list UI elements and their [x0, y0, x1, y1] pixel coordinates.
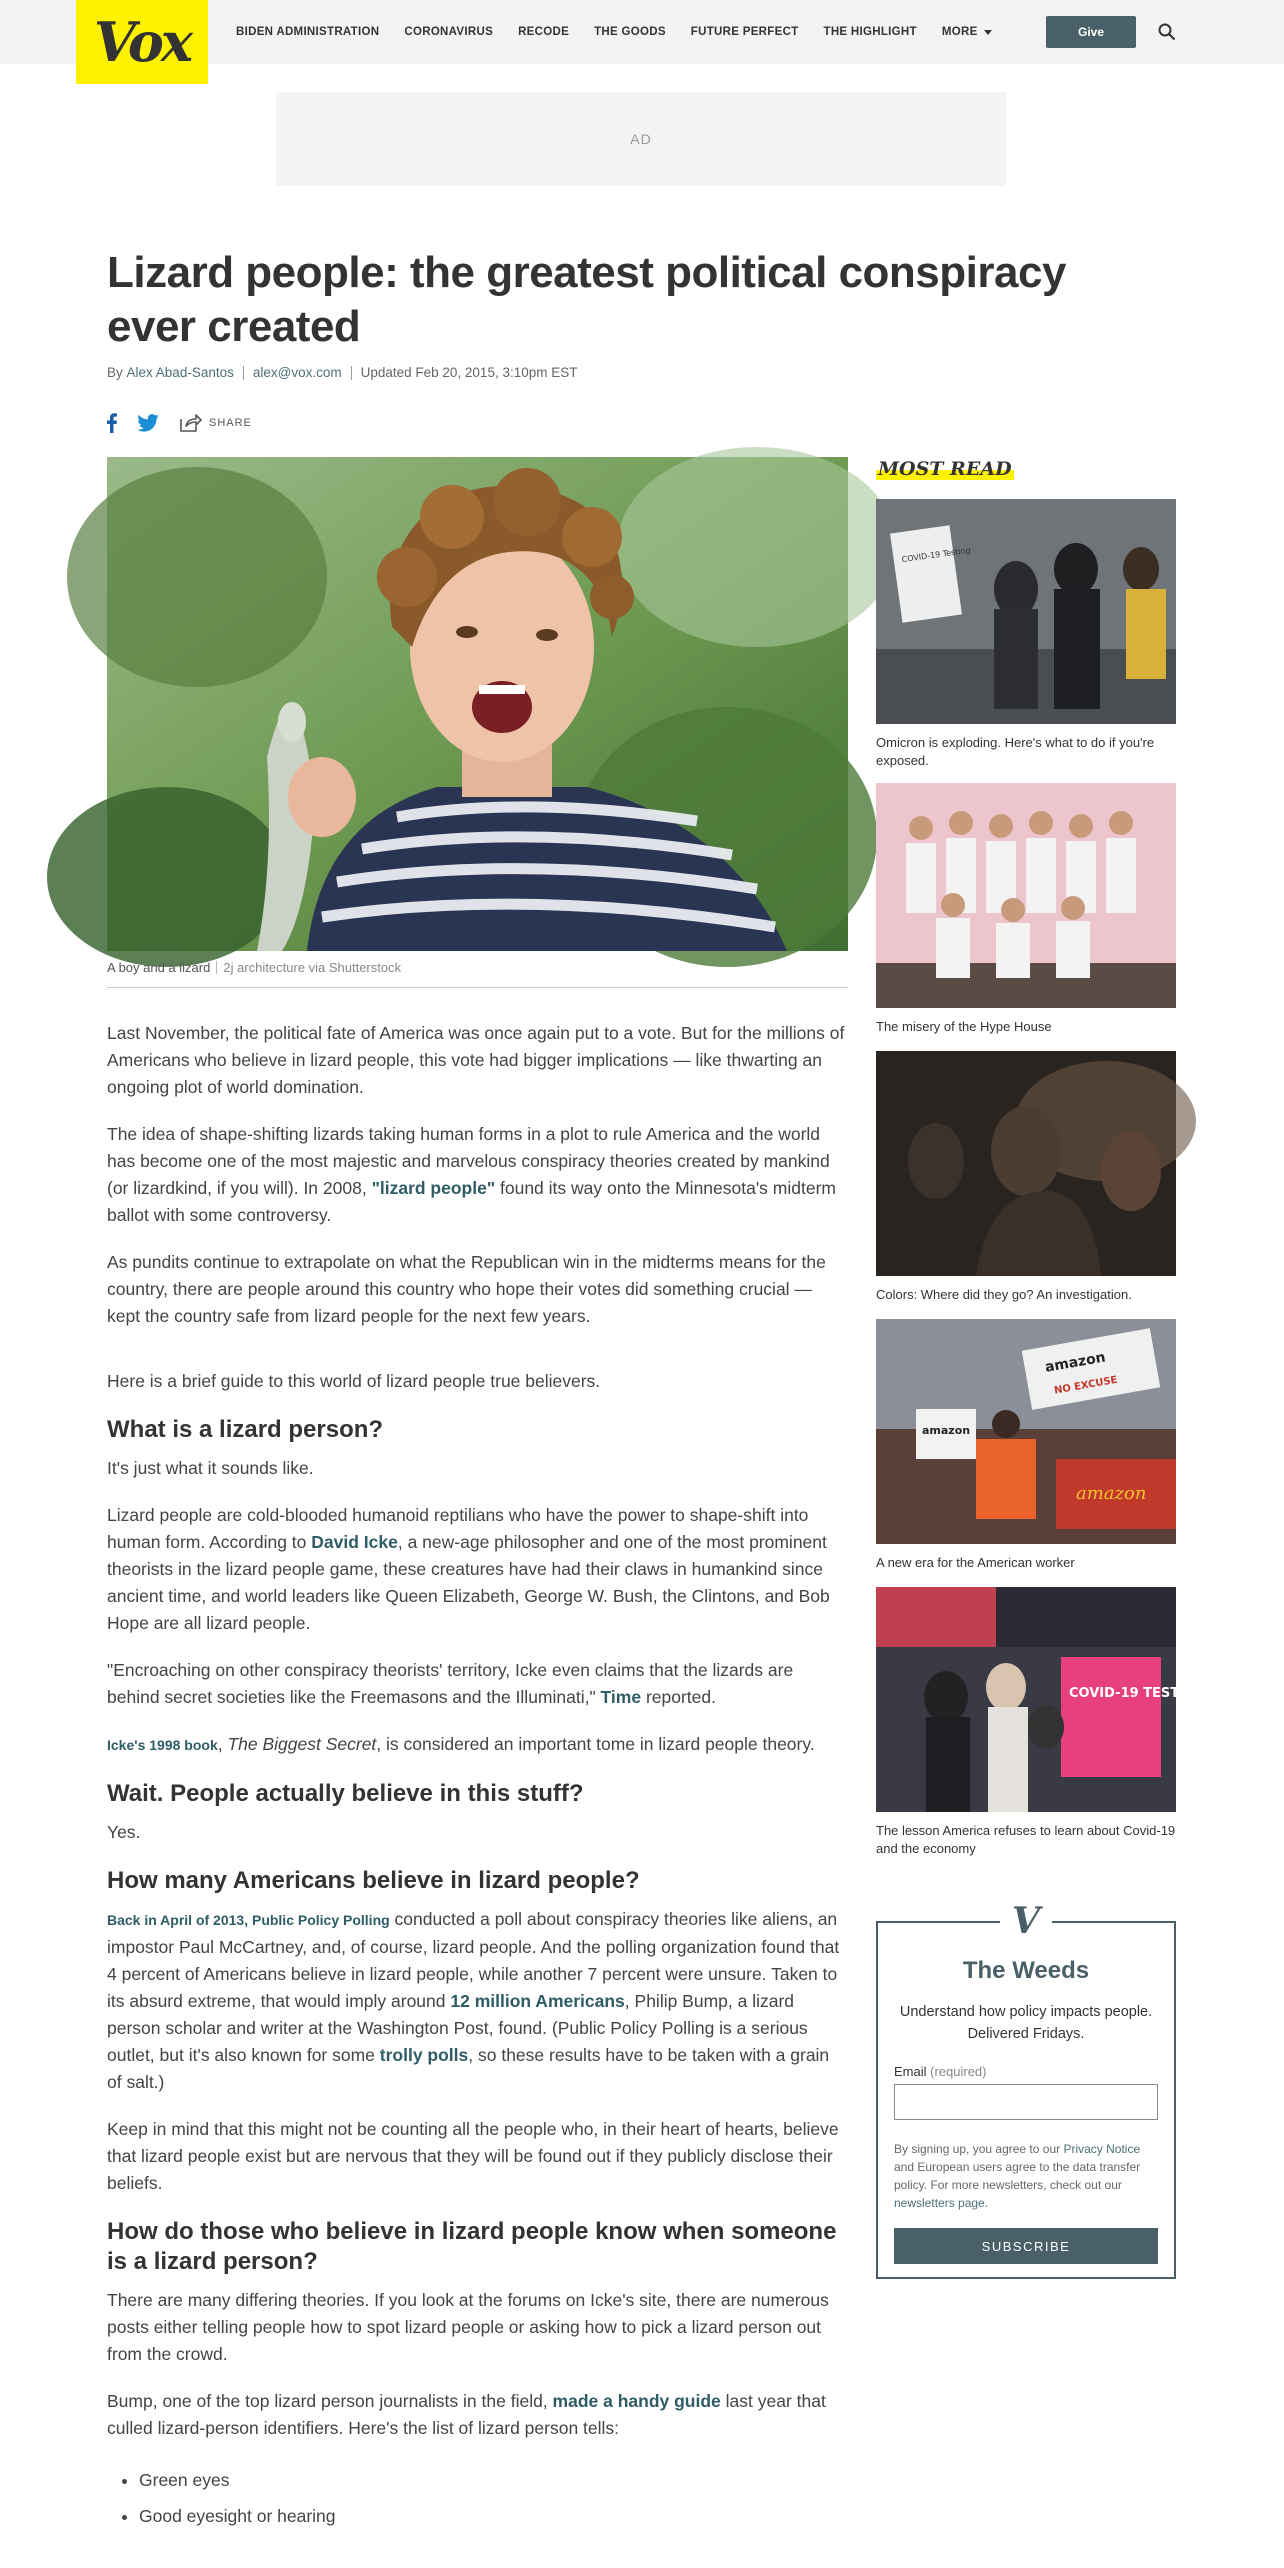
most-read-thumbnail[interactable] — [876, 499, 1176, 724]
most-read-item[interactable] — [876, 1587, 1206, 1858]
most-read-item[interactable] — [876, 1319, 1176, 1572]
protest-sign-text: amazon — [922, 1424, 971, 1437]
share-icon — [179, 413, 201, 433]
paragraph: As pundits continue to extrapolate on what the Republican win in the midterms means for the country, there are people around this country who hope their votes did something crucial — kept the country safe from lizard people for the next few years. — [107, 1252, 826, 1326]
nav-item-the-highlight[interactable]: THE HIGHLIGHT — [823, 26, 917, 38]
paragraph: It's just what it sounds like. — [107, 1458, 314, 1478]
share-button[interactable] — [179, 413, 252, 433]
paragraph: Icke's 1998 book, The Biggest Secret, is considered an important tome in lizard people theory. — [107, 1734, 815, 1754]
lizard-tells-list — [139, 2462, 848, 2534]
time-link[interactable]: Time — [600, 1687, 642, 1707]
most-read-thumbnail[interactable] — [876, 783, 1176, 1008]
most-read-item[interactable] — [876, 783, 1176, 1036]
nav-more-menu[interactable]: MORE — [942, 26, 992, 38]
email-field[interactable] — [894, 2084, 1158, 2120]
caption-divider — [107, 987, 848, 988]
paragraph: Bump, one of the top lizard person journalists in the field, made a handy guide last year that culled lizard-person identifiers. Here's the list of lizard person tells: — [107, 2391, 826, 2438]
most-read-headline[interactable]: The misery of the Hype House — [876, 1019, 1052, 1034]
article-headline: Lizard people: the greatest political conspiracy ever created — [107, 248, 1066, 351]
twelve-million-link[interactable]: 12 million Americans — [450, 1991, 625, 2011]
author-link[interactable]: Alex Abad-Santos — [126, 365, 234, 380]
protest-sign-text: amazon — [1043, 1349, 1107, 1376]
subscribe-button[interactable]: SUBSCRIBE — [894, 2228, 1158, 2264]
share-label: SHARE — [209, 417, 252, 429]
most-read-headline[interactable]: The lesson America refuses to learn about Covid-19 and the economy — [876, 1823, 1176, 1856]
byline-prefix: By — [107, 365, 123, 380]
icke-book-link[interactable]: Icke's 1998 book — [107, 1737, 218, 1753]
protest-sign-text: NO EXCUSE — [1053, 1374, 1119, 1397]
nav-item-the-goods[interactable]: THE GOODS — [594, 26, 666, 38]
protest-sign-text: amazon — [1076, 1483, 1147, 1504]
list-item: • Good eyesight or hearing — [139, 2498, 848, 2534]
book-title: The Biggest Secret — [227, 1734, 377, 1754]
handy-guide-link[interactable]: made a handy guide — [552, 2391, 721, 2411]
most-read-thumbnail[interactable] — [876, 1319, 1176, 1544]
vox-logo[interactable]: Vox — [76, 0, 208, 84]
paragraph: Here is a brief guide to this world of lizard people true believers. — [107, 1371, 601, 1391]
byline-separator — [243, 366, 244, 380]
section-heading: Wait. People actually believe in this stuff? — [107, 1780, 584, 1807]
hero-caption — [107, 960, 401, 975]
section-heading: How many Americans believe in lizard people? — [107, 1867, 640, 1894]
testing-sign-text: COVID-19 TESTING — [1069, 1686, 1206, 1701]
paragraph: Last November, the political fate of America was once again put to a vote. But for the millions of Americans who believe in lizard people, this vote had bigger implications — like thwarting an ongoing plot of world domination. — [107, 1023, 845, 1097]
updated-timestamp: Updated Feb 20, 2015, 3:10pm EST — [360, 365, 578, 380]
paragraph: Keep in mind that this might not be counting all the people who, in their heart of hearts, believe that lizard people exist but are nervous that they will be found out if they publicly disclose their beliefs. — [107, 2119, 839, 2193]
most-read-thumbnail[interactable] — [876, 1051, 1176, 1276]
newsletters-page-link[interactable]: newsletters page — [894, 2196, 985, 2210]
sign-text: COVID-19 Testing — [901, 545, 972, 565]
twitter-icon[interactable] — [137, 414, 159, 432]
facebook-icon[interactable] — [107, 413, 117, 433]
lizard-people-link[interactable]: "lizard people" — [371, 1178, 496, 1198]
newsletter-logo: V — [878, 1901, 1174, 1941]
paragraph: There are many differing theories. If you look at the forums on Icke's site, there are numerous posts either telling people how to spot lizard people or asking how to pick a lizard person out from the crowd. — [107, 2290, 829, 2364]
nav-item-biden-administration[interactable]: BIDEN ADMINISTRATION — [236, 26, 380, 38]
author-email-link[interactable]: alex@vox.com — [252, 365, 342, 380]
paragraph: The idea of shape-shifting lizards taking human forms in a plot to rule America and the world has become one of the most majestic and marvelous conspiracy theories created by mankind (or lizardkind, if you will). In 2008, "lizard people" found its way onto the Minnesota's midterm ballot with some controversy. — [107, 1124, 836, 1225]
most-read-item[interactable] — [876, 499, 1176, 770]
list-item: • Green eyes — [139, 2462, 848, 2498]
hero-image — [107, 457, 848, 951]
section-heading: What is a lizard person? — [107, 1416, 384, 1443]
newsletter-description: Understand how policy impacts people. Delivered Fridays. — [899, 2004, 1153, 2042]
caption-separator — [216, 961, 217, 974]
paragraph: Back in April of 2013, Public Policy Polling conducted a poll about conspiracy theories like aliens, an impostor Paul McCartney, and, of course, lizard people. And the polling organization found that 4 percent of Americans believe in lizard people, while another 7 percent were unsure. Taken to its absurd extreme, that would imply around 12 million Americans, Philip Bump, a lizard person scholar and writer at the Washington Post, found. (Public Policy Polling is a serious outlet, but it's also known for some trolly polls, so these results have to be taken with a grain of salt.) — [107, 1909, 840, 2092]
paragraph: "Encroaching on other conspiracy theorists' territory, Icke even claims that the lizards are behind secret societies like the Freemasons and the Illuminati," Time reported. — [107, 1660, 794, 1707]
most-read-item[interactable] — [876, 1051, 1176, 1304]
email-label: Email (required) — [894, 2064, 987, 2079]
byline — [107, 365, 577, 380]
caption-text: A boy and a lizard — [107, 960, 211, 975]
section-heading: How do those who believe in lizard people know when someone is a lizard person? — [107, 2218, 837, 2275]
nav-items — [236, 0, 1017, 64]
nav-item-recode[interactable]: RECODE — [518, 26, 570, 38]
paragraph: Yes. — [107, 1822, 141, 1842]
give-button[interactable]: Give — [1046, 16, 1136, 48]
top-nav — [0, 0, 1284, 74]
paragraph: Lizard people are cold-blooded humanoid reptilians who have the power to shape-shift into human form. According to David Icke, a new-age philosopher and one of the most prominent theorists in the lizard people game, these creatures have had their claws in humankind since ancient time, and world leaders like Queen Elizabeth, George W. Bush, the Clintons, and Bob Hope are all lizard people. — [107, 1505, 830, 1633]
share-row — [107, 410, 272, 436]
most-read-headline[interactable]: Colors: Where did they go? An investigation. — [876, 1287, 1132, 1302]
most-read-headline[interactable]: A new era for the American worker — [876, 1555, 1075, 1570]
byline-separator — [351, 366, 352, 380]
ad-slot[interactable]: AD — [276, 92, 1006, 186]
most-read-heading: MOST READ — [878, 458, 1012, 480]
newsletter-legal: By signing up, you agree to our Privacy Notice and European users agree to the data transfer policy. For more newsletters, check out our newsletters page. — [894, 2142, 1141, 2210]
most-read-headline[interactable]: Omicron is exploding. Here's what to do if you're exposed. — [876, 735, 1155, 768]
trolly-polls-link[interactable]: trolly polls — [379, 2045, 469, 2065]
article-body — [107, 1020, 848, 2534]
newsletter-signup — [876, 1900, 1176, 2279]
newsletter-title: The Weeds — [962, 1957, 1090, 1984]
david-icke-link[interactable]: David Icke — [311, 1532, 398, 1552]
search-icon[interactable] — [1158, 23, 1176, 41]
ppp-poll-link[interactable]: Back in April of 2013, Public Policy Polling — [107, 1912, 390, 1928]
nav-item-future-perfect[interactable]: FUTURE PERFECT — [690, 26, 799, 38]
most-read-thumbnail[interactable] — [876, 1587, 1206, 1812]
privacy-notice-link[interactable]: Privacy Notice — [1063, 2142, 1141, 2156]
caret-down-icon — [984, 30, 992, 35]
nav-item-coronavirus[interactable]: CORONAVIRUS — [404, 26, 494, 38]
caption-credit: 2j architecture via Shutterstock — [223, 960, 402, 975]
